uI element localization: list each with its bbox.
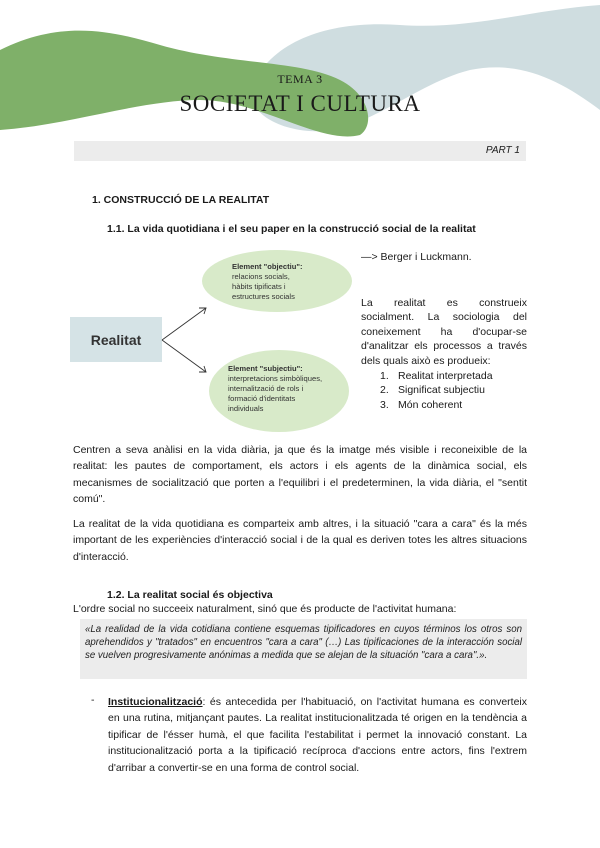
objective-element-line: estructures socials bbox=[232, 292, 295, 301]
arrow-up-line bbox=[162, 308, 206, 340]
body-paragraph: La realitat de la vida quotidiana es comparteix amb altres, i la situació "cara a cara" és la més important de les experiències d'interacció social i de la qual es deriven totes les altres situacions d'interacció. bbox=[73, 518, 527, 563]
bullet-term: Institucionalització bbox=[108, 696, 203, 708]
section-heading: 1. CONSTRUCCIÓ DE LA REALITAT bbox=[92, 194, 270, 206]
subsection-heading: 1.1. La vida quotidiana i el seu paper en la construcció social de la realitat bbox=[107, 223, 476, 235]
page-title: SOCIETAT I CULTURA bbox=[179, 91, 421, 116]
subsection-heading: 1.2. La realitat social és objectiva bbox=[107, 589, 273, 601]
bullet-paragraph bbox=[108, 694, 527, 776]
realitat-box bbox=[70, 317, 162, 362]
objective-element-line: hàbits tipificats i bbox=[232, 282, 286, 291]
bullet-text: és antecedida per l'habituació, on l'activitat humana es converteix en una rutina, mitjançant pautes. La realitat institucionalitzada té origen en la tendència a tipificar de l'ésser humà, el que facilita l'estabilitat i permet la innovació constant. La institucionalització porta a la tipificació recíproca d'accions entre actors, fins l'extrem d'arribar a convertir-se en una forma de control social. bbox=[108, 696, 527, 774]
subjective-element-line: internalització de rols i bbox=[228, 384, 304, 393]
objective-element-text bbox=[232, 262, 342, 302]
objective-element-title: Element "objectiu": bbox=[232, 262, 303, 271]
part-banner bbox=[74, 141, 526, 161]
subjective-element-title: Element "subjectiu": bbox=[228, 364, 303, 373]
subjective-element-text bbox=[228, 364, 344, 414]
objective-element-line: relacions socials, bbox=[232, 272, 290, 281]
body-paragraph: Centren a seva anàlisi en la vida diària, ja que és la imatge més visible i reconeixible de la realitat: les pautes de comportament, els actors i els agents de la dinàmica social, els mecanismes de socialització que porten a l'equilibri i el predeterminen, la vida diària, el "sentit comú". bbox=[73, 444, 527, 506]
list-item: 2. Significat subjectiu bbox=[380, 384, 485, 397]
subjective-element-line: formació d'identitats bbox=[228, 394, 296, 403]
subjective-element-line: interpretacions simbòliques, bbox=[228, 374, 323, 383]
bullet-marker: - bbox=[91, 694, 95, 706]
process-list bbox=[380, 369, 493, 412]
lead-sentence: L'ordre social no succeeix naturalment, sinó que és producte de l'activitat humana: bbox=[73, 603, 457, 615]
side-paragraph: La realitat es construeix socialment. La sociologia del coneixement ha d'ocupar-se d'analitzar els processos a través dels quals això es produeix: bbox=[361, 297, 527, 367]
part-label: PART 1 bbox=[485, 145, 520, 156]
quote-block: «La realidad de la vida cotidiana contiene esquemas tipificadores en cuyos términos los otros son aprehendidos y "tratados" en encuentros "cara a cara" (…) Las tipificaciones de la interacción social se vuelven progresivamente anónimas a medida que se alejan de la situación "cara a cara".». bbox=[80, 619, 527, 679]
diagram-arrows bbox=[158, 300, 218, 380]
list-item: 3. Món coherent bbox=[380, 398, 463, 411]
realitat-label: Realitat bbox=[90, 331, 142, 348]
bullet-colon: : bbox=[202, 696, 206, 708]
list-item: 1. Realitat interpretada bbox=[380, 370, 493, 382]
arrow-down-line bbox=[162, 340, 206, 372]
berger-reference: —> Berger i Luckmann. bbox=[361, 251, 472, 263]
subjective-element-line: individuals bbox=[228, 404, 264, 413]
topic-number: TEMA 3 bbox=[277, 72, 323, 86]
